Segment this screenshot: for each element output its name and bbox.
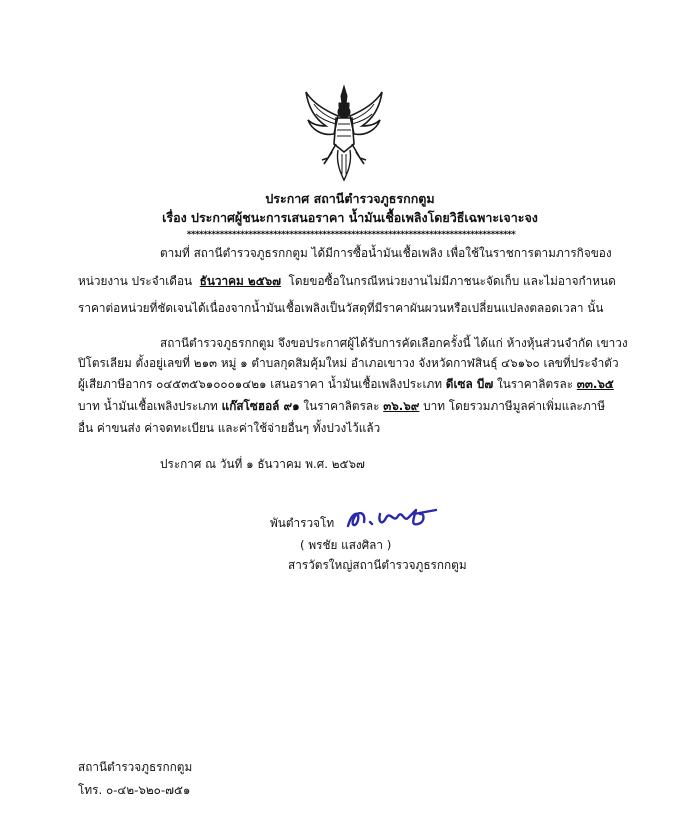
para2-line2: ปิโตรเลียม ตั้งอยู่เลขที่ ๒๑๓ หมู่ ๑ ตำบลกุดสิมคุ้มใหม่ อำเภอเขาวง จังหวัดกาฬสินธุ์ ๔๖๑๖๐ เลขที่ประจำตัว [78, 356, 619, 370]
signer-position: สารวัตรใหญ่สถานีตำรวจภูธรกกตูม [288, 558, 467, 572]
diesel-price: ๓๓.๖๕ [576, 377, 614, 391]
garuda-emblem [302, 84, 386, 182]
announcement-date: ประกาศ ณ วันที่ ๑ ธันวาคม พ.ศ. ๒๕๖๗ [160, 457, 365, 471]
signer-name: ( พรชัย แสงศิลา ) [300, 538, 392, 552]
para2-line3-text-a: ผู้เสียภาษีอากร ๐๔๕๓๕๖๑๐๐๐๑๔๒๑ เสนอราคา น้ำมันเชื้อเพลิงประเภท [78, 377, 443, 391]
para2-line4 [78, 397, 605, 416]
para1-line2 [78, 272, 616, 291]
para1-line1: ตามที่ สถานีตำรวจภูธรกกตูม ได้มีการซื้อน้ำมันเชื้อเพลิง เพื่อใช้ในราชการตามภารกิจของ [160, 246, 612, 260]
para2-line5: อื่น ค่าขนส่ง ค่าจดทะเบียน และค่าใช้จ่ายอื่นๆ ทั้งปวงไว้แล้ว [78, 421, 381, 435]
gasohol-price: ๓๖.๖๙ [383, 399, 420, 413]
para2-line4-text-c: บาท โดยรวมภาษีมูลค่าเพิ่มและภาษี [423, 399, 606, 413]
para1-line2-text-b: โดยขอซื้อในกรณีหน่วยงานไม่มีภาชนะจัดเก็บ และไม่อาจกำหนด [288, 274, 616, 288]
footer-office: สถานีตำรวจภูธรกกตูม [78, 760, 193, 774]
document-subject: เรื่อง ประกาศผู้ชนะการเสนอราคา น้ำมันเชื้อเพลิงโดยวิธีเฉพาะเจาะจง [162, 210, 538, 225]
para1-line2-text-a: หน่วยงาน ประจำเดือน [78, 274, 193, 288]
document-title: ประกาศ สถานีตำรวจภูธรกกตูม [265, 191, 435, 206]
gasohol-type: แก๊สโซฮอล์ ๙๑ [221, 399, 300, 413]
para2-line3-text-b: ในราคาลิตรละ [496, 377, 574, 391]
para2-line1: สถานีตำรวจภูธรกกตูม จึงขอประกาศผู้ได้รับการคัดเลือกครั้งนี้ ได้แก่ ห้างหุ้นส่วนจำกัด เขาวง [160, 336, 628, 350]
para2-line4-text-a: บาท น้ำมันเชื้อเพลิงประเภท [78, 399, 218, 413]
footer-phone: โทร. ๐-๔๒-๖๒๐-๗๕๑ [78, 783, 191, 797]
para2-line3 [78, 375, 614, 394]
title-separator: ******************************************************************************** [186, 230, 516, 240]
announcement-month: ธันวาคม ๒๕๖๗ [199, 274, 281, 288]
signer-rank: พันตำรวจโท [270, 516, 335, 530]
handwritten-signature [344, 504, 444, 534]
diesel-type: ดีเซล บี๗ [445, 377, 494, 391]
para1-line3: ราคาต่อหน่วยที่ชัดเจนได้เนื่องจากน้ำมันเชื้อเพลิงเป็นวัสดุที่มีราคาผันผวนหรือเปลี่ยนแปลงตลอดเวลา นั้น [78, 301, 604, 315]
para2-line4-text-b: ในราคาลิตรละ [303, 399, 380, 413]
